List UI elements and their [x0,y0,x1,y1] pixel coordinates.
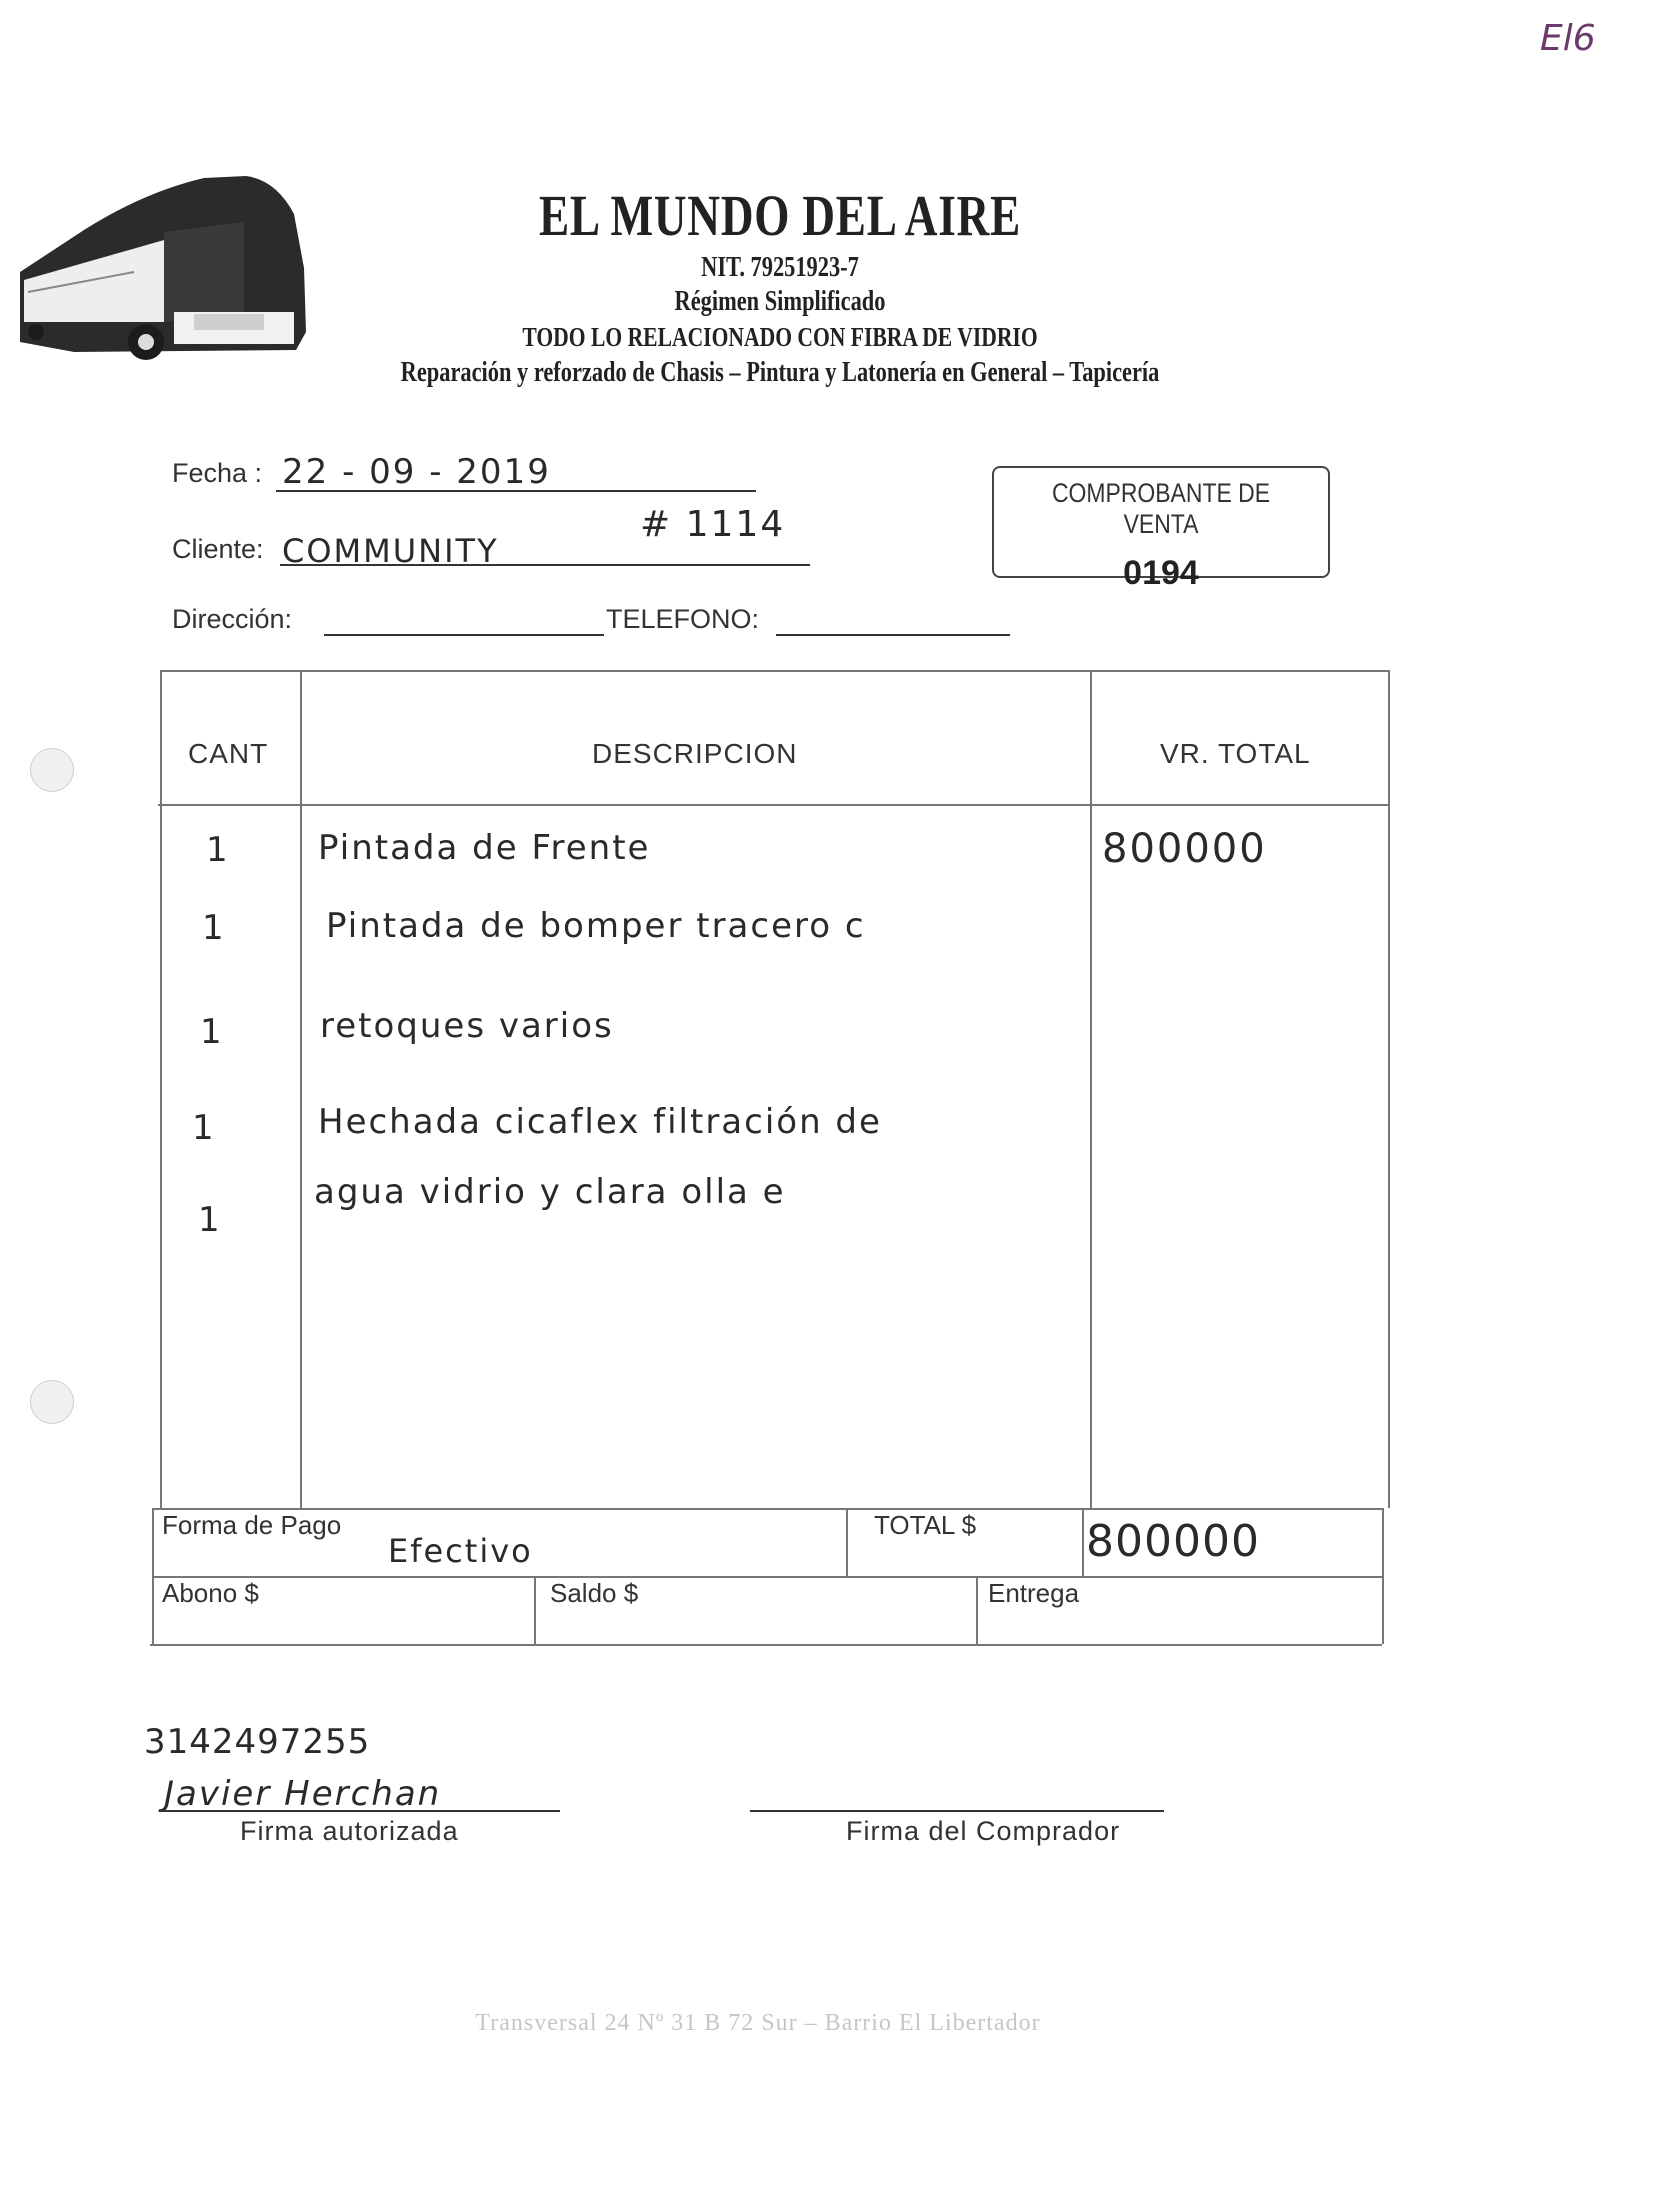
saldo-divider [534,1576,536,1644]
corner-mark: El6 [1540,18,1596,59]
comprobante-number: 0194 [1123,554,1199,592]
invoice-table [158,670,1390,1644]
total-value: 800000 [1086,1516,1260,1567]
header-descripcion: DESCRIPCION [592,738,798,769]
contact-phone: 3142497255 [144,1722,371,1762]
total-label-divider [846,1508,848,1576]
row-4-cant: 1 [192,1108,216,1148]
table-left-border [160,670,162,1508]
fecha-label: Fecha : [172,458,263,488]
row-3-cant: 1 [200,1012,224,1052]
total-value-divider [1082,1508,1084,1576]
binder-hole-top [30,748,74,792]
header-vr-total: VR. TOTAL [1160,738,1311,769]
row-2-descripcion: Pintada de bomper tracero c [326,906,866,946]
authorized-signature-line [160,1810,560,1812]
abono-label: Abono $ [162,1578,259,1608]
row-3-descripcion: retoques varios [320,1006,614,1046]
table-bottom-border [150,1644,1382,1646]
table-top-border [160,670,1390,672]
table-right-border [1388,670,1390,1508]
cant-column-divider [300,670,302,1508]
direccion-label: Dirección: [172,604,293,634]
buyer-signature-line [750,1810,1164,1812]
cliente-number: # 1114 [640,504,786,545]
authorized-signature-label: Firma autorizada [240,1816,459,1846]
row-5-cant: 1 [198,1200,222,1240]
row-1-descripcion: Pintada de Frente [318,828,651,868]
table-header-divider [158,804,1390,806]
row-4-descripcion: Hechada cicaflex filtración de [318,1102,882,1142]
row-5-descripcion: agua vidrio y clara olla e [314,1172,786,1212]
entrega-divider [976,1576,978,1644]
total-column-divider [1090,670,1092,1508]
fecha-underline [276,490,756,492]
buyer-signature-label: Firma del Comprador [846,1816,1121,1846]
row-1-total: 800000 [1102,826,1267,872]
header-cant: CANT [188,738,269,769]
saldo-label: Saldo $ [550,1578,639,1608]
payment-left-border [152,1508,154,1644]
direccion-underline [324,634,604,636]
cliente-underline [280,564,810,566]
telefono-underline [776,634,1010,636]
fecha-value: 22 - 09 - 2019 [282,452,551,492]
authorized-signature: Javier Herchan [164,1774,442,1814]
entrega-label: Entrega [988,1578,1080,1608]
comprobante-title: COMPROBANTE DE VENTA [1051,478,1271,539]
nit-number: NIT. 79251923-7 [701,252,859,283]
forma-pago-label: Forma de Pago [162,1510,342,1540]
row-1-cant: 1 [206,830,230,870]
telefono-label: TELEFONO: [606,604,760,634]
payment-right-border [1382,1508,1384,1644]
total-label: TOTAL $ [874,1510,977,1540]
company-name: EL MUNDO DEL AIRE [538,183,1022,248]
row-2-cant: 1 [202,908,226,948]
cliente-label: Cliente: [172,534,264,564]
comprobante-box [992,466,1330,592]
company-tagline: TODO LO RELACIONADO CON FIBRA DE VIDRIO [522,322,1038,352]
cliente-value: COMMUNITY [282,532,499,570]
payment-row-divider [152,1576,1384,1578]
services-line: Reparación y reforzado de Chasis – Pintura y Latonería en General – Tapicería [400,357,1160,388]
forma-pago-value: Efectivo [388,1532,533,1570]
binder-hole-bottom [30,1380,74,1424]
tax-regime: Régimen Simplificado [674,286,886,317]
footer-address: Transversal 24 Nº 31 B 72 Sur – Barrio El Libertador [475,2010,1041,2036]
